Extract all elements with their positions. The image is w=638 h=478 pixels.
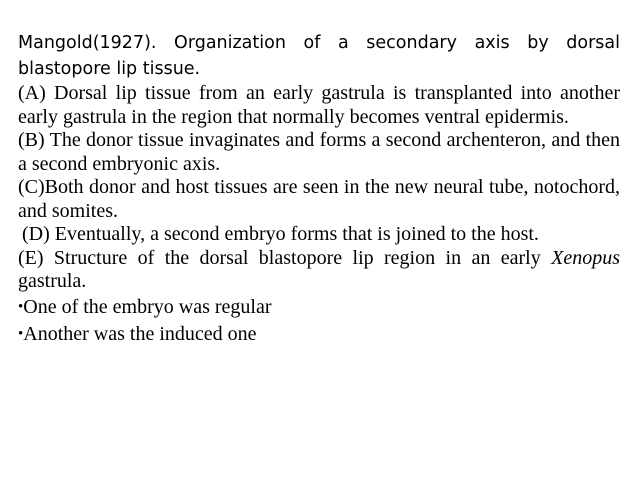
bullet-text: Another was the induced one xyxy=(23,322,257,345)
bullet-icon: • xyxy=(18,298,24,315)
bullet-item xyxy=(18,321,620,348)
paragraph-b: (B) The donor tissue invaginates and forms a second archenteron, and then a second embryonic axis. xyxy=(18,129,620,175)
paragraph-e xyxy=(18,247,620,294)
paragraph-a: (A) Dorsal lip tissue from an early gastrula is transplanted into another early gastrula in the region that normally becomes ventral epidermis. xyxy=(18,82,620,128)
paragraph-c: (C)Both donor and host tissues are seen in the new neural tube, notochord, and somites. xyxy=(18,176,620,222)
bullet-item xyxy=(18,294,620,321)
paragraph-d: (D) Eventually, a second embryo forms that is joined to the host. xyxy=(22,223,539,245)
bullet-icon: • xyxy=(18,325,24,342)
paragraph-e-ending: gastrula. xyxy=(18,270,87,292)
slide-content xyxy=(18,30,620,348)
bullet-text: One of the embryo was regular xyxy=(23,295,272,318)
slide-heading: Mangold(1927). Organization of a secondary axis by dorsal blastopore lip tissue. xyxy=(18,33,620,79)
paragraph-e-text: (E) Structure of the dorsal blastopore lip region in an early xyxy=(18,246,552,269)
species-name: Xenopus xyxy=(551,246,620,269)
